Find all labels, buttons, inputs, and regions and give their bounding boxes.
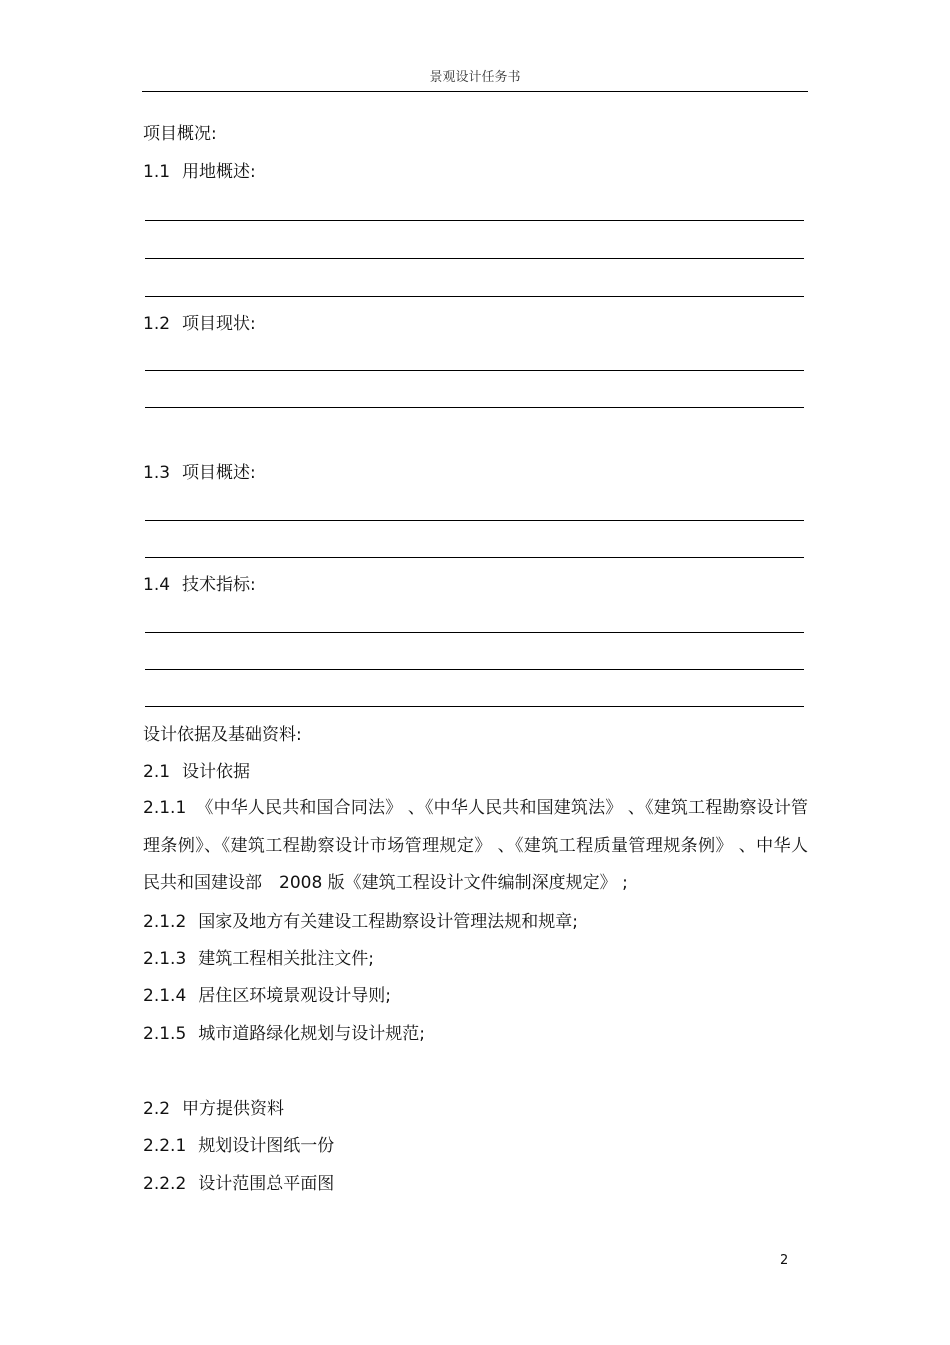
item-1-4: [143, 575, 256, 595]
item-text: 设计范围总平面图: [198, 1174, 335, 1194]
fill-in-line[interactable]: [145, 706, 804, 707]
header-divider: [142, 91, 808, 92]
item-1-3: [143, 463, 256, 483]
fill-in-line[interactable]: [145, 557, 804, 558]
item-1-2: [143, 314, 256, 334]
item-number: 1.3: [143, 463, 171, 483]
running-header: 景观设计任务书: [429, 70, 521, 85]
item-2-1-5: [143, 1024, 425, 1044]
item-2-2: [143, 1099, 284, 1119]
item-label: 甲方提供资料: [182, 1099, 285, 1119]
item-number: 1.4: [143, 575, 171, 595]
item-label: 项目概述:: [182, 463, 256, 483]
section-1-title: 项目概况:: [143, 124, 217, 144]
page-number: 2: [780, 1253, 789, 1268]
item-label: 项目现状:: [182, 314, 256, 334]
item-2-1-2: [143, 912, 578, 932]
item-number: 1.2: [143, 314, 171, 334]
item-1-1: [143, 162, 256, 182]
item-text: 《中华人民共和国合同法》 、《中华人民共和国建筑法》 、《建筑工程勘察设计管理条例》、《建筑工程勘察设计市场管理规定》 、《建筑工程质量管理规条例》 、中华人民共和国建设部 2008 版《建筑工程设计文件编制深度规定》 ;: [143, 798, 808, 893]
item-number: 2.2: [143, 1099, 171, 1119]
item-text: 国家及地方有关建设工程勘察设计管理法规和规章;: [198, 912, 578, 932]
fill-in-line[interactable]: [145, 520, 804, 521]
fill-in-line[interactable]: [145, 258, 804, 259]
item-2-2-1: [143, 1136, 334, 1156]
section-2-title: 设计依据及基础资料:: [143, 725, 302, 745]
fill-in-line[interactable]: [145, 296, 804, 297]
item-number: 2.1.5: [143, 1024, 187, 1044]
item-text: 居住区环境景观设计导则;: [198, 986, 391, 1006]
item-2-1: [143, 762, 250, 782]
item-number: 2.1.1: [143, 798, 187, 818]
item-number: 2.2.1: [143, 1136, 187, 1156]
fill-in-line[interactable]: [145, 632, 804, 633]
item-2-1-4: [143, 986, 391, 1006]
item-2-2-2: [143, 1174, 334, 1194]
item-number: 2.1.3: [143, 949, 187, 969]
item-number: 2.2.2: [143, 1174, 187, 1194]
item-text: 城市道路绿化规划与设计规范;: [198, 1024, 425, 1044]
item-number: 2.1.2: [143, 912, 187, 932]
item-2-1-3: [143, 949, 374, 969]
item-label: 用地概述:: [182, 162, 256, 182]
item-label: 技术指标:: [182, 575, 256, 595]
fill-in-line[interactable]: [145, 669, 804, 670]
fill-in-line[interactable]: [145, 370, 804, 371]
item-number: 2.1: [143, 762, 171, 782]
fill-in-line[interactable]: [145, 220, 804, 221]
item-number: 2.1.4: [143, 986, 187, 1006]
item-text: 建筑工程相关批注文件;: [198, 949, 374, 969]
fill-in-line[interactable]: [145, 407, 804, 408]
item-number: 1.1: [143, 162, 171, 182]
item-text: 规划设计图纸一份: [198, 1136, 335, 1156]
item-label: 设计依据: [182, 762, 251, 782]
item-2-1-1: [143, 790, 808, 903]
